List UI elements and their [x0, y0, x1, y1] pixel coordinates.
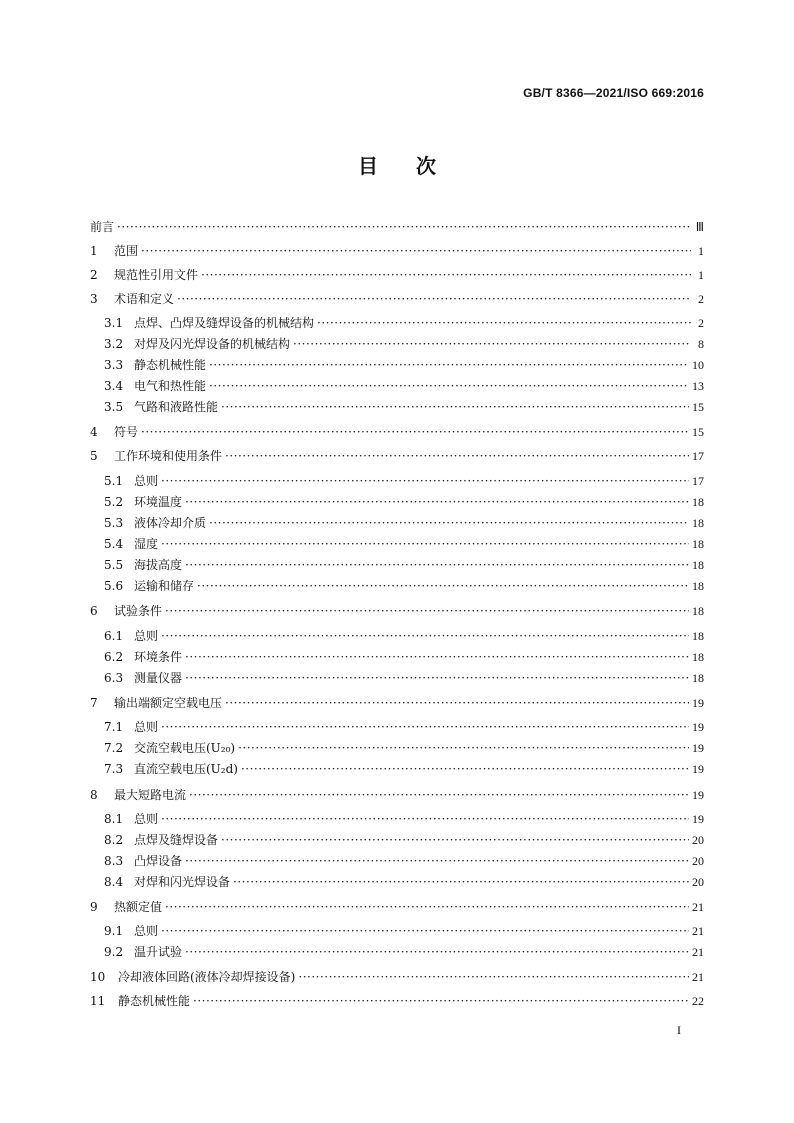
toc-entry[interactable] — [90, 425, 704, 439]
toc-entry[interactable] — [90, 558, 704, 572]
toc-entry[interactable] — [90, 316, 704, 330]
dot-leader — [161, 720, 689, 734]
toc-entry-number: 3.3 — [104, 358, 124, 372]
toc-entry[interactable] — [90, 358, 704, 372]
dot-leader — [185, 558, 689, 572]
dot-leader — [141, 244, 691, 258]
toc-entry-label: 总则 — [134, 924, 159, 938]
toc-entry-page: 13 — [692, 379, 704, 393]
toc-entry-label: 凸焊设备 — [134, 854, 183, 868]
toc-entry-number: 7.1 — [104, 720, 124, 734]
toc-entry-number: 6.3 — [104, 671, 124, 685]
toc-entry-label: 工作环境和使用条件 — [114, 449, 223, 463]
dot-leader — [225, 449, 689, 463]
toc-entry-label: 对焊和闪光焊设备 — [134, 875, 231, 889]
dot-leader — [233, 875, 689, 889]
toc-entry-page: 19 — [692, 696, 704, 710]
toc-entry[interactable] — [90, 945, 704, 959]
toc-entry[interactable] — [90, 516, 704, 530]
dot-leader — [177, 292, 691, 306]
toc-entry[interactable] — [90, 268, 704, 282]
dot-leader — [209, 358, 689, 372]
toc-entry-label: 试验条件 — [114, 604, 163, 618]
dot-leader — [209, 516, 689, 530]
toc-entry[interactable] — [90, 379, 704, 393]
page-title: 目次 — [358, 154, 474, 178]
toc-entry[interactable] — [90, 812, 704, 826]
toc-entry-number: 5.1 — [104, 474, 124, 488]
toc-entry-label: 总则 — [134, 474, 159, 488]
toc-entry[interactable] — [90, 854, 704, 868]
dot-leader — [185, 854, 689, 868]
dot-leader — [193, 994, 689, 1008]
toc-entry-page: 1 — [698, 268, 704, 282]
toc-entry-page: 21 — [692, 970, 704, 984]
toc-entry-page: Ⅲ — [695, 220, 704, 234]
toc-entry-label: 符号 — [114, 425, 139, 439]
dot-leader — [141, 425, 689, 439]
toc-entry[interactable] — [90, 579, 704, 593]
toc-entry-label: 环境温度 — [134, 495, 183, 509]
toc-entry-number: 3.5 — [104, 400, 124, 414]
toc-entry-page: 10 — [692, 358, 704, 372]
toc-entry-page: 19 — [692, 720, 704, 734]
dot-leader — [201, 268, 691, 282]
toc-entry-label: 液体冷却介质 — [134, 516, 207, 530]
toc-entry-label: 总则 — [134, 720, 159, 734]
toc-entry[interactable] — [90, 720, 704, 734]
toc-entry-number: 5 — [90, 449, 98, 463]
toc-entry-page: 18 — [692, 495, 704, 509]
toc-entry[interactable] — [90, 220, 704, 234]
toc-entry-number: 2 — [90, 268, 98, 282]
toc-entry-number: 4 — [90, 425, 98, 439]
toc-entry-page: 21 — [692, 924, 704, 938]
toc-entry[interactable] — [90, 244, 704, 258]
toc-entry-page: 20 — [692, 833, 704, 847]
toc-entry[interactable] — [90, 400, 704, 414]
toc-entry-page: 18 — [692, 579, 704, 593]
dot-leader — [209, 379, 689, 393]
toc-entry[interactable] — [90, 292, 704, 306]
toc-entry-number: 3.4 — [104, 379, 124, 393]
toc-entry-page: 18 — [692, 604, 704, 618]
toc-entry-label: 最大短路电流 — [114, 788, 187, 802]
toc-entry[interactable] — [90, 833, 704, 847]
dot-leader — [161, 924, 689, 938]
toc-entry-number: 8.3 — [104, 854, 124, 868]
dot-leader — [241, 762, 689, 776]
toc-entry-label: 范围 — [114, 244, 139, 258]
toc-entry-number: 10 — [90, 970, 106, 984]
dot-leader — [161, 537, 689, 551]
dot-leader — [293, 337, 691, 351]
toc-entry-label: 直流空载电压(U₂d) — [134, 762, 238, 776]
toc-entry-number: 8.1 — [104, 812, 124, 826]
toc-entry-number: 6.1 — [104, 629, 124, 643]
toc-entry[interactable] — [90, 924, 704, 938]
toc-entry-label: 对焊及闪光焊设备的机械结构 — [134, 337, 291, 351]
toc-entry-number: 8 — [90, 788, 98, 802]
toc-entry-page: 1 — [698, 244, 704, 258]
toc-entry-page: 15 — [692, 425, 704, 439]
toc-entry[interactable] — [90, 671, 704, 685]
toc-entry-number: 9.1 — [104, 924, 124, 938]
dot-leader — [185, 945, 689, 959]
toc-entry-number: 3.1 — [104, 316, 124, 330]
toc-entry-page: 8 — [698, 337, 704, 351]
toc-entry[interactable] — [90, 474, 704, 488]
toc-entry-label: 交流空载电压(U₂₀) — [134, 741, 236, 755]
toc-entry-number: 7.3 — [104, 762, 124, 776]
toc-entry-number: 7.2 — [104, 741, 124, 755]
toc-entry-page: 21 — [692, 945, 704, 959]
toc-entry-label: 气路和液路性能 — [134, 400, 219, 414]
toc-entry-label: 总则 — [134, 812, 159, 826]
dot-leader — [197, 579, 689, 593]
toc-entry-number: 6.2 — [104, 650, 124, 664]
dot-leader — [185, 650, 689, 664]
toc-entry-number: 3 — [90, 292, 98, 306]
toc-entry-label: 规范性引用文件 — [114, 268, 199, 282]
toc-entry-label: 术语和定义 — [114, 292, 175, 306]
toc-entry-number: 3.2 — [104, 337, 124, 351]
toc-entry-page: 17 — [692, 449, 704, 463]
toc-entry-page: 2 — [698, 292, 704, 306]
toc-entry-page: 20 — [692, 875, 704, 889]
toc-entry[interactable] — [90, 537, 704, 551]
toc-entry-number: 5.5 — [104, 558, 124, 572]
toc-entry-page: 19 — [692, 762, 704, 776]
toc-entry-label: 电气和热性能 — [134, 379, 207, 393]
toc-entry-label: 湿度 — [134, 537, 159, 551]
toc-entry-number: 5.4 — [104, 537, 124, 551]
toc-entry-label: 热额定值 — [114, 900, 163, 914]
toc-entry-label: 静态机械性能 — [134, 358, 207, 372]
dot-leader — [161, 474, 689, 488]
toc-entry-label: 冷却液体回路(液体冷却焊接设备) — [118, 970, 296, 984]
toc-entry[interactable] — [90, 788, 704, 802]
toc-entry-number: 9 — [90, 900, 98, 914]
standard-number: GB/T 8366—2021/ISO 669:2016 — [523, 86, 704, 100]
toc-entry-page: 18 — [692, 558, 704, 572]
toc-entry[interactable] — [90, 449, 704, 463]
toc-entry-number: 5.2 — [104, 495, 124, 509]
toc-entry-page: 20 — [692, 854, 704, 868]
toc-entry[interactable] — [90, 629, 704, 643]
dot-leader — [117, 220, 691, 234]
toc-entry[interactable] — [90, 495, 704, 509]
toc-entry-label: 环境条件 — [134, 650, 183, 664]
dot-leader — [161, 629, 689, 643]
toc-entry-label: 点焊、凸焊及缝焊设备的机械结构 — [134, 316, 315, 330]
toc-entry[interactable] — [90, 970, 704, 984]
toc-entry-number: 1 — [90, 244, 98, 258]
dot-leader — [165, 604, 689, 618]
toc-entry-label: 海拔高度 — [134, 558, 183, 572]
toc-entry-label: 测量仪器 — [134, 671, 183, 685]
toc-entry-page: 18 — [692, 671, 704, 685]
toc-entry-number: 9.2 — [104, 945, 124, 959]
toc-entry-number: 5.6 — [104, 579, 124, 593]
toc-entry[interactable] — [90, 741, 704, 755]
dot-leader — [225, 696, 689, 710]
dot-leader — [165, 900, 689, 914]
dot-leader — [189, 788, 689, 802]
toc-entry[interactable] — [90, 696, 704, 710]
page-number: I — [677, 1023, 681, 1037]
toc-entry-number: 11 — [90, 994, 106, 1008]
toc-entry-page: 18 — [692, 629, 704, 643]
toc-entry-page: 19 — [692, 788, 704, 802]
dot-leader — [238, 741, 689, 755]
toc-entry-page: 18 — [692, 516, 704, 530]
dot-leader — [161, 812, 689, 826]
toc-entry-page: 21 — [692, 900, 704, 914]
toc-entry[interactable] — [90, 762, 704, 776]
toc-entry-label: 静态机械性能 — [118, 994, 191, 1008]
toc-entry-label: 总则 — [134, 629, 159, 643]
toc-entry-number: 8.4 — [104, 875, 124, 889]
toc-entry-page: 22 — [692, 994, 704, 1008]
toc-entry[interactable] — [90, 337, 704, 351]
dot-leader — [221, 833, 689, 847]
dot-leader — [185, 495, 689, 509]
toc-entry-number: 6 — [90, 604, 98, 618]
toc-entry[interactable] — [90, 900, 704, 914]
toc-entry-label: 运输和储存 — [134, 579, 195, 593]
toc-entry-label: 前言 — [90, 220, 115, 234]
dot-leader — [298, 970, 689, 984]
toc-entry-page: 19 — [692, 741, 704, 755]
toc-entry-page: 15 — [692, 400, 704, 414]
toc-entry-label: 点焊及缝焊设备 — [134, 833, 219, 847]
toc-entry-page: 17 — [692, 474, 704, 488]
toc-entry-page: 18 — [692, 650, 704, 664]
toc-entry-number: 7 — [90, 696, 98, 710]
toc-entry-page: 19 — [692, 812, 704, 826]
toc-entry-page: 18 — [692, 537, 704, 551]
toc-entry-page: 2 — [698, 316, 704, 330]
dot-leader — [317, 316, 691, 330]
dot-leader — [221, 400, 689, 414]
toc-entry-number: 5.3 — [104, 516, 124, 530]
toc-entry-number: 8.2 — [104, 833, 124, 847]
dot-leader — [185, 671, 689, 685]
toc-entry[interactable] — [90, 650, 704, 664]
toc-entry[interactable] — [90, 994, 704, 1008]
toc-entry-label: 温升试验 — [134, 945, 183, 959]
toc-entry[interactable] — [90, 875, 704, 889]
toc-entry-label: 输出端额定空载电压 — [114, 696, 223, 710]
toc-entry[interactable] — [90, 604, 704, 618]
